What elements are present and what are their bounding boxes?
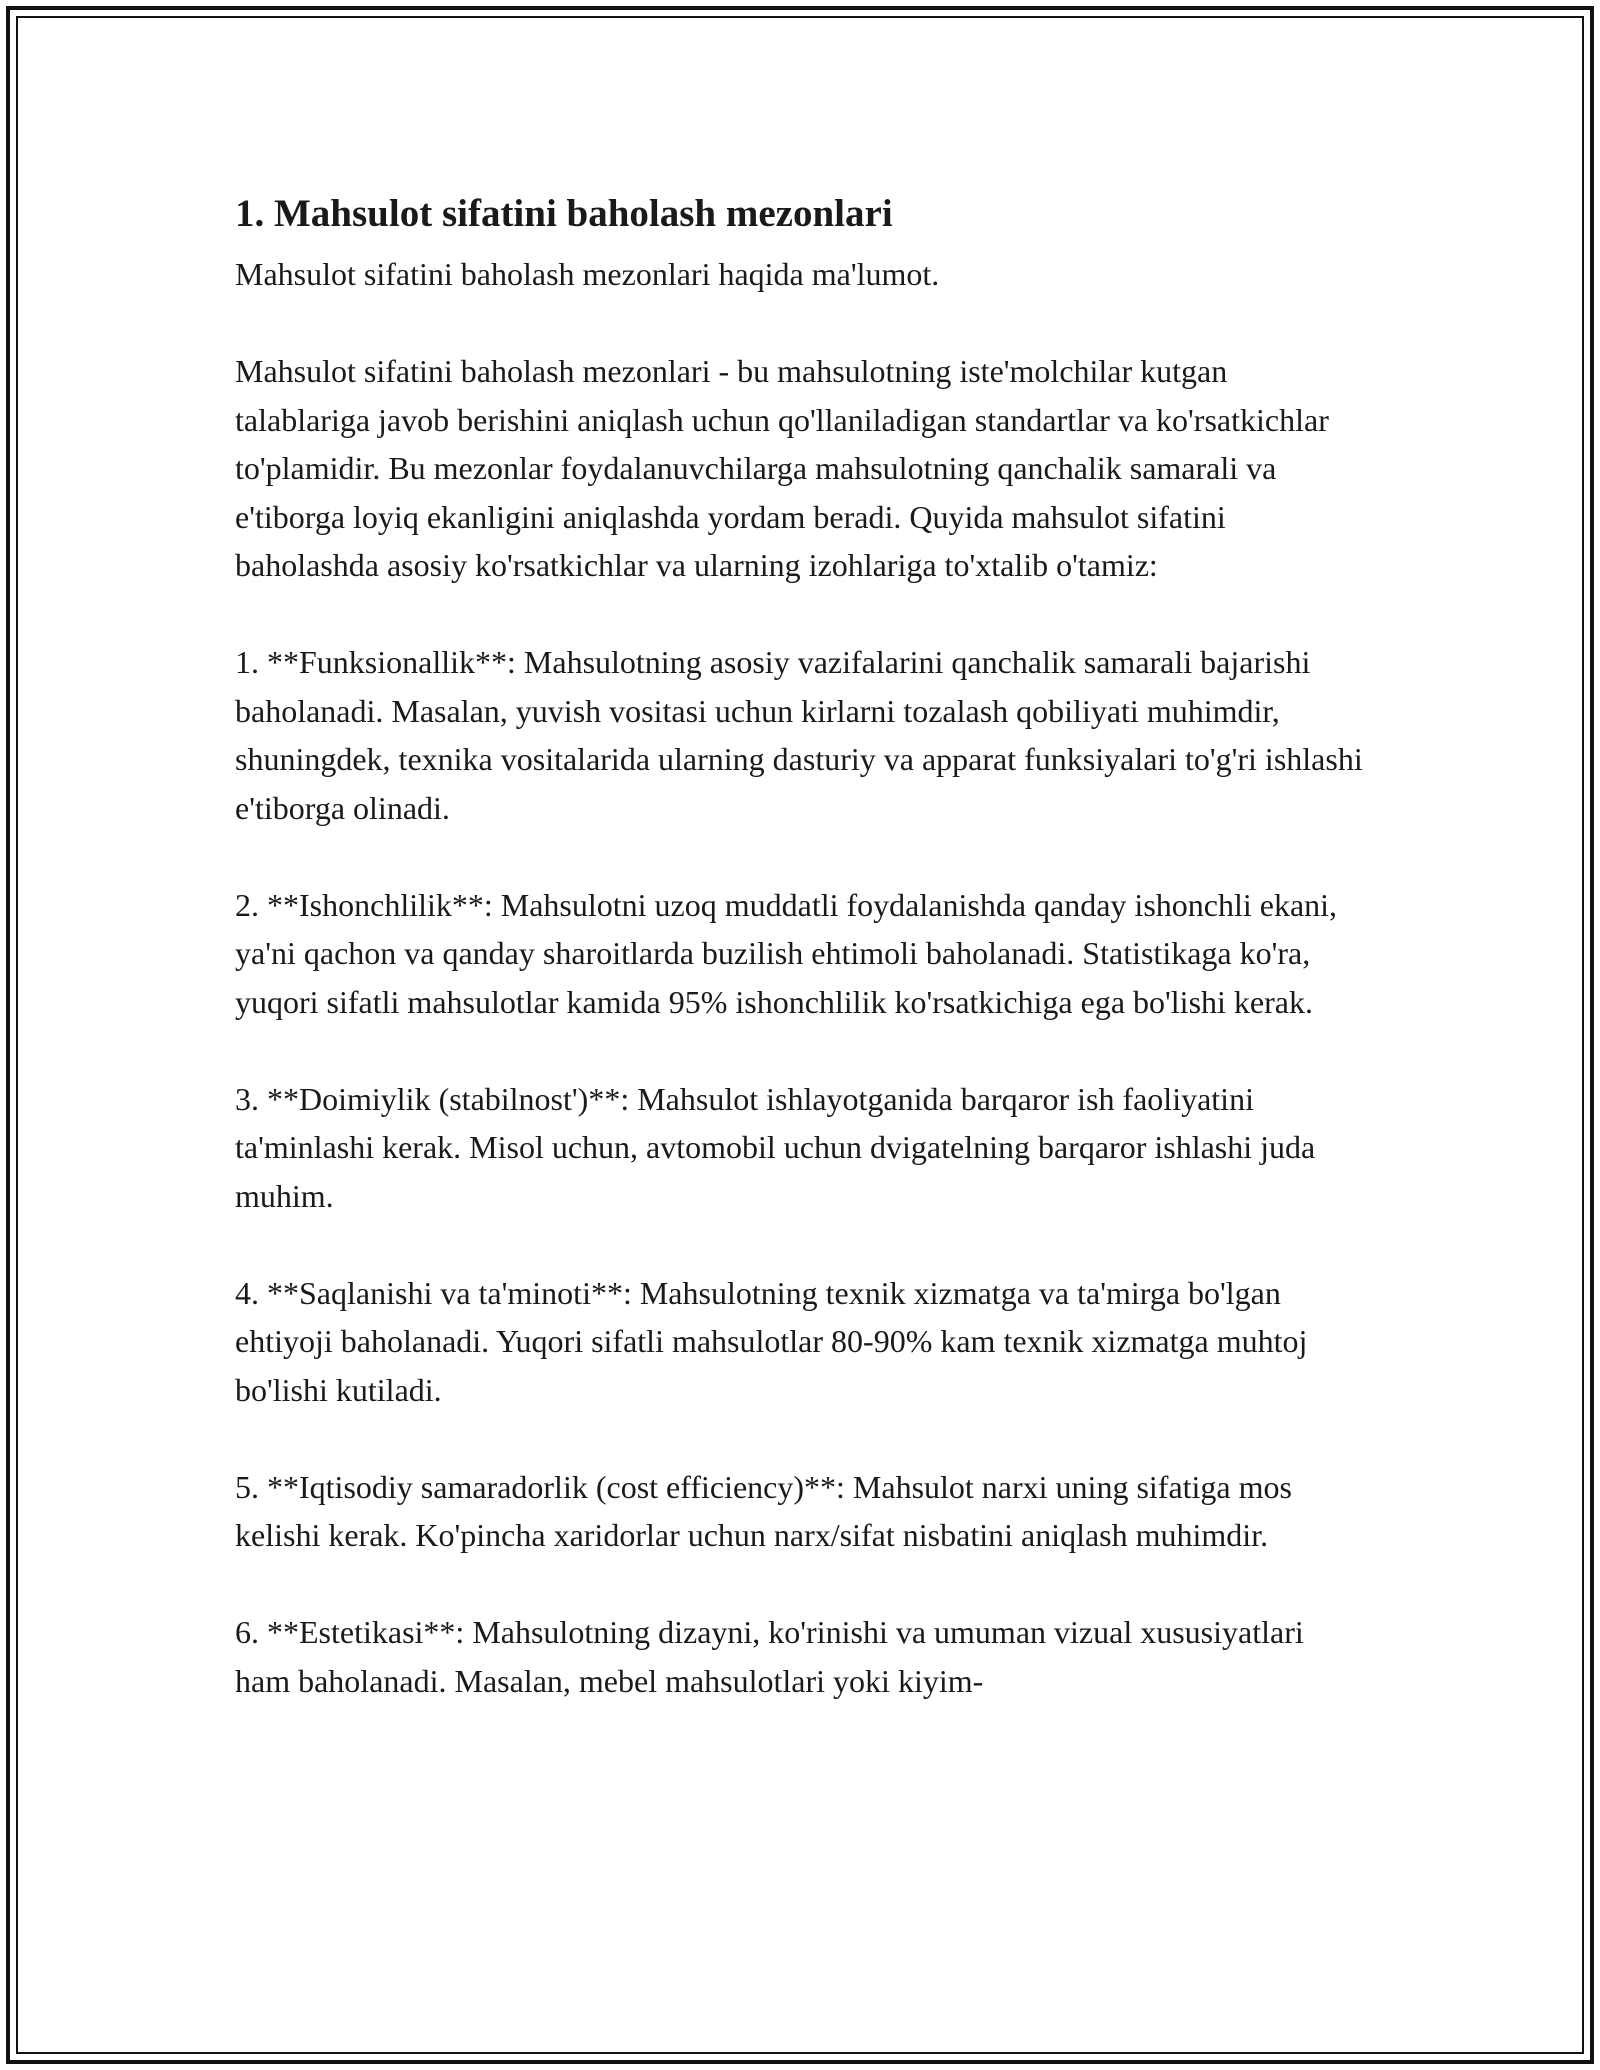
criterion-cost-efficiency: 5. **Iqtisodiy samaradorlik (cost efficiency)**: Mahsulot narxi uning sifatiga mos kelishi kerak. Ko'pincha xaridorlar uchun narx/sifat nisbatini aniqlash muhimdir. (235, 1468, 1292, 1553)
intro-paragraph: Mahsulot sifatini baholash mezonlari - bu mahsulotning iste'molchilar kutgan talablariga javob berishini aniqlash uchun qo'llaniladigan standartlar va ko'rsatkichlar to'plamidir. Bu mezonlar foydalanuvchilarga mahsulotning qanchalik samarali va e'tiborga loyiq ekanligini aniqlashda yordam beradi. Quyida mahsulot sifatini baholashda asosiy ko'rsatkichlar va ularning izohlariga to'xtalib o'tamiz: (235, 353, 1329, 583)
criterion-reliability: 2. **Ishonchlilik**: Mahsulotni uzoq muddatli foydalanishda qanday ishonchli ekani, ya'ni qachon va qanday sharoitlarda buzilish ehtimoli baholanadi. Statistikaga ko'ra, yuqori sifatli mahsulotlar kamida 95% ishonchlilik ko'rsatkichiga ega bo'lishi kerak. (235, 886, 1338, 1020)
criterion-stability: 3. **Doimiylik (stabilnost')**: Mahsulot ishlayotganida barqaror ish faoliyatini ta'minlashi kerak. Misol uchun, avtomobil uchun dvigatelning barqaror ishlashi juda muhim. (235, 1080, 1316, 1214)
document-subtitle: Mahsulot sifatini baholash mezonlari haqida ma'lumot. (235, 256, 940, 292)
document-title: 1. Mahsulot sifatini baholash mezonlari (235, 192, 893, 235)
criterion-functionality: 1. **Funksionallik**: Mahsulotning asosiy vazifalarini qanchalik samarali bajarishi baholanadi. Masalan, yuvish vositasi uchun kirlarni tozalash qobiliyati muhimdir, shuningdek, texnika vositalarida ularning dasturiy va apparat funksiyalari to'g'ri ishlashi e'tiborga olinadi. (235, 644, 1363, 826)
criterion-aesthetics: 6. **Estetikasi**: Mahsulotning dizayni, ko'rinishi va umuman vizual xususiyatlari ham baholanadi. Masalan, mebel mahsulotlari yoki kiyim- (235, 1614, 1304, 1699)
document-body (235, 186, 1365, 1754)
criterion-maintainability: 4. **Saqlanishi va ta'minoti**: Mahsulotning texnik xizmatga va ta'mirga bo'lgan ehtiyoji baholanadi. Yuqori sifatli mahsulotlar 80-90% kam texnik xizmatga muhtoj bo'lishi kutiladi. (235, 1274, 1308, 1408)
